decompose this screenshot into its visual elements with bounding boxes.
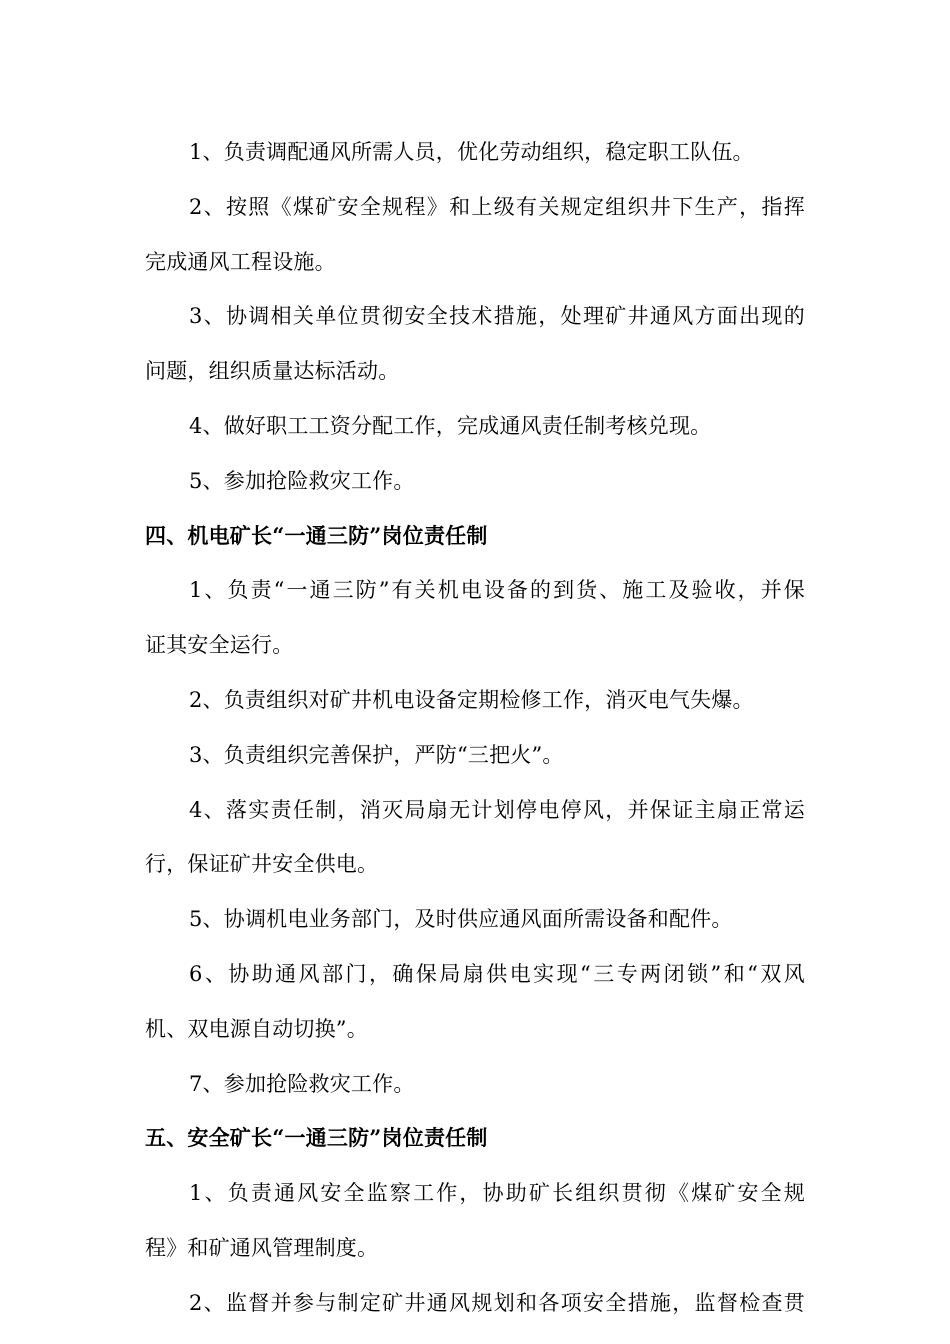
section-heading: 五、安全矿长“一通三防”岗位责任制 (145, 1125, 488, 1151)
paragraph-line: 5、协调机电业务部门，及时供应通风面所需设备和配件。 (189, 907, 733, 932)
paragraph-line: 1、负责调配通风所需人员，优化劳动组织，稳定职工队伍。 (189, 140, 754, 164)
paragraph-line: 3、协调相关单位贯彻安全技术措施，处理矿井通风方面出现的 (189, 304, 805, 329)
paragraph-line: 4、落实责任制，消灭局扇无计划停电停风，并保证主扇正常运 (189, 797, 805, 822)
paragraph-line: 完成通风工程设施。 (145, 249, 336, 274)
paragraph-line: 1、负责通风安全监察工作，协助矿长组织贯彻《煤矿安全规 (189, 1181, 805, 1206)
paragraph-line: 程》和矿通风管理制度。 (145, 1235, 379, 1260)
paragraph-line: 2、按照《煤矿安全规程》和上级有关规定组织井下生产，指挥 (189, 194, 805, 219)
paragraph-line: 7、参加抢险救灾工作。 (189, 1071, 415, 1096)
paragraph-line: 1、负责“一通三防”有关机电设备的到货、施工及验收，并保 (189, 578, 805, 603)
paragraph-line: 6、协助通风部门，确保局扇供电实现“三专两闭锁”和“双风 (189, 961, 805, 986)
paragraph-line: 证其安全运行。 (145, 633, 294, 658)
paragraph-line: 4、做好职工工资分配工作，完成通风责任制考核兑现。 (189, 413, 712, 438)
paragraph-line: 2、监督并参与制定矿井通风规划和各项安全措施，监督检查贯 (189, 1290, 805, 1315)
paragraph-line: 机、双电源自动切换”。 (145, 1016, 368, 1041)
document-page (145, 125, 805, 1331)
paragraph-line: 2、负责组织对矿井机电设备定期检修工作，消灭电气失爆。 (189, 687, 754, 712)
paragraph-line: 问题，组织质量达标活动。 (145, 359, 400, 384)
paragraph-line: 行，保证矿井安全供电。 (145, 852, 379, 877)
paragraph-line: 5、参加抢险救灾工作。 (189, 468, 415, 493)
section-heading: 四、机电矿长“一通三防”岗位责任制 (145, 522, 488, 548)
paragraph-line: 3、负责组织完善保护，严防“三把火”。 (189, 742, 564, 767)
